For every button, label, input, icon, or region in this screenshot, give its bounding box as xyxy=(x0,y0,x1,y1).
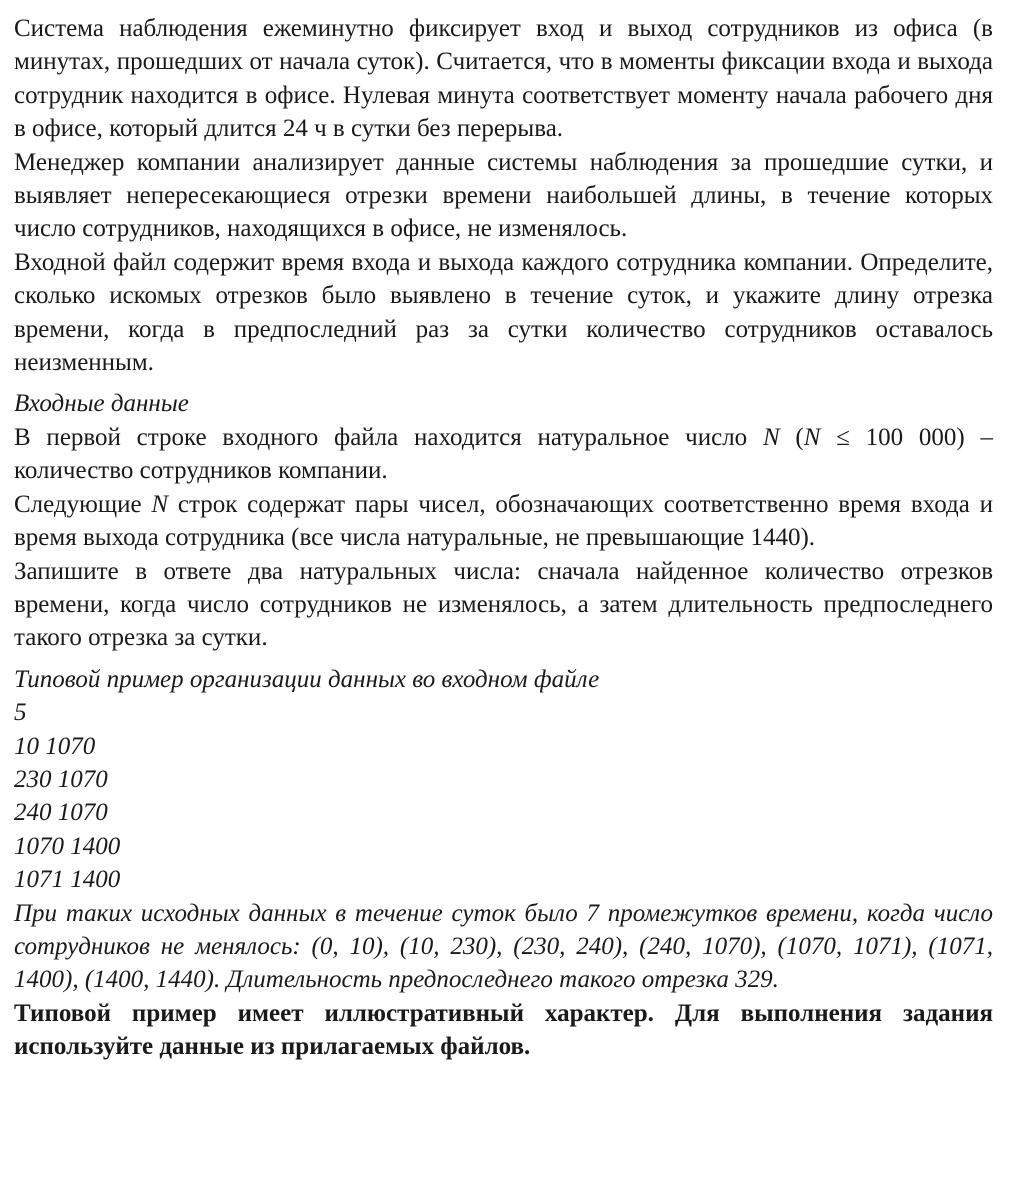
input-line-2-end: строк содержат пары чисел, обозначающих соответственно время входа и время выхода сотрудника (все числа натуральные, не превышающие 1440). xyxy=(14,490,993,552)
example-line: 1070 1400 xyxy=(14,832,121,860)
example-explanation: При таких исходных данных в течение суток было 7 промежутков времени, когда число сотрудников не менялось: (0, 10), (10, 230), (230, 240), (240, 1070), (1070, 1071), (1071, 1400), (1400, 1440). Длительность предпоследнего такого отрезка 329. xyxy=(14,899,993,994)
var-n: N xyxy=(762,423,780,451)
task-paragraph-1: Система наблюдения ежеминутно фиксирует вход и выход сотрудников из офиса (в минутах, прошедших от начала суток). Считается, что в моменты фиксации входа и выхода сотрудник находится в офисе. Нулевая минута соответствует моменту начала рабочего дня в офисе, который длится 24 ч в сутки без перерыва. xyxy=(14,15,993,143)
input-line-1-start: В первой строке входного файла находится натуральное число xyxy=(14,423,763,451)
example-line: 10 1070 xyxy=(14,732,96,760)
var-n: N xyxy=(151,490,169,518)
task-paragraph-2: Менеджер компании анализирует данные системы наблюдения за прошедшие сутки, и выявляет непересекающиеся отрезки времени наибольшей длины, в течение которых число сотрудников, находящихся в офисе, не изменялось. xyxy=(14,148,993,243)
input-line-1-end: ≤ 100 000) – количество сотрудников компании. xyxy=(14,423,994,485)
paren-open: ( xyxy=(779,423,804,451)
task-paragraph-3: Входной файл содержит время входа и выхода каждого сотрудника компании. Определите, сколько искомых отрезков было выявлено в течение суток, и укажите длину отрезка времени, когда в предпоследний раз за сутки количество сотрудников оставалось неизменным. xyxy=(14,248,993,377)
example-line: 230 1070 xyxy=(14,765,108,793)
input-line-2 xyxy=(14,488,993,555)
input-data-heading: Входные данные xyxy=(14,390,189,418)
var-n: N xyxy=(803,423,821,451)
input-line-3: Запишите в ответе два натуральных числа: сначала найденное количество отрезков времени, когда число сотрудников не изменялось, а затем длительность предпоследнего такого отрезка за сутки. xyxy=(14,557,993,652)
example-heading: Типовой пример организации данных во входном файле xyxy=(14,665,600,693)
example-line: 5 xyxy=(14,699,27,727)
input-line-1 xyxy=(14,421,993,488)
example-line: 240 1070 xyxy=(14,799,108,827)
example-data-lines xyxy=(14,696,993,896)
illustrative-note: Типовой пример имеет иллюстративный характер. Для выполнения задания используйте данные из прилагаемых файлов. xyxy=(14,999,993,1061)
example-line: 1071 1400 xyxy=(14,866,121,894)
input-line-2-start: Следующие xyxy=(14,490,152,518)
